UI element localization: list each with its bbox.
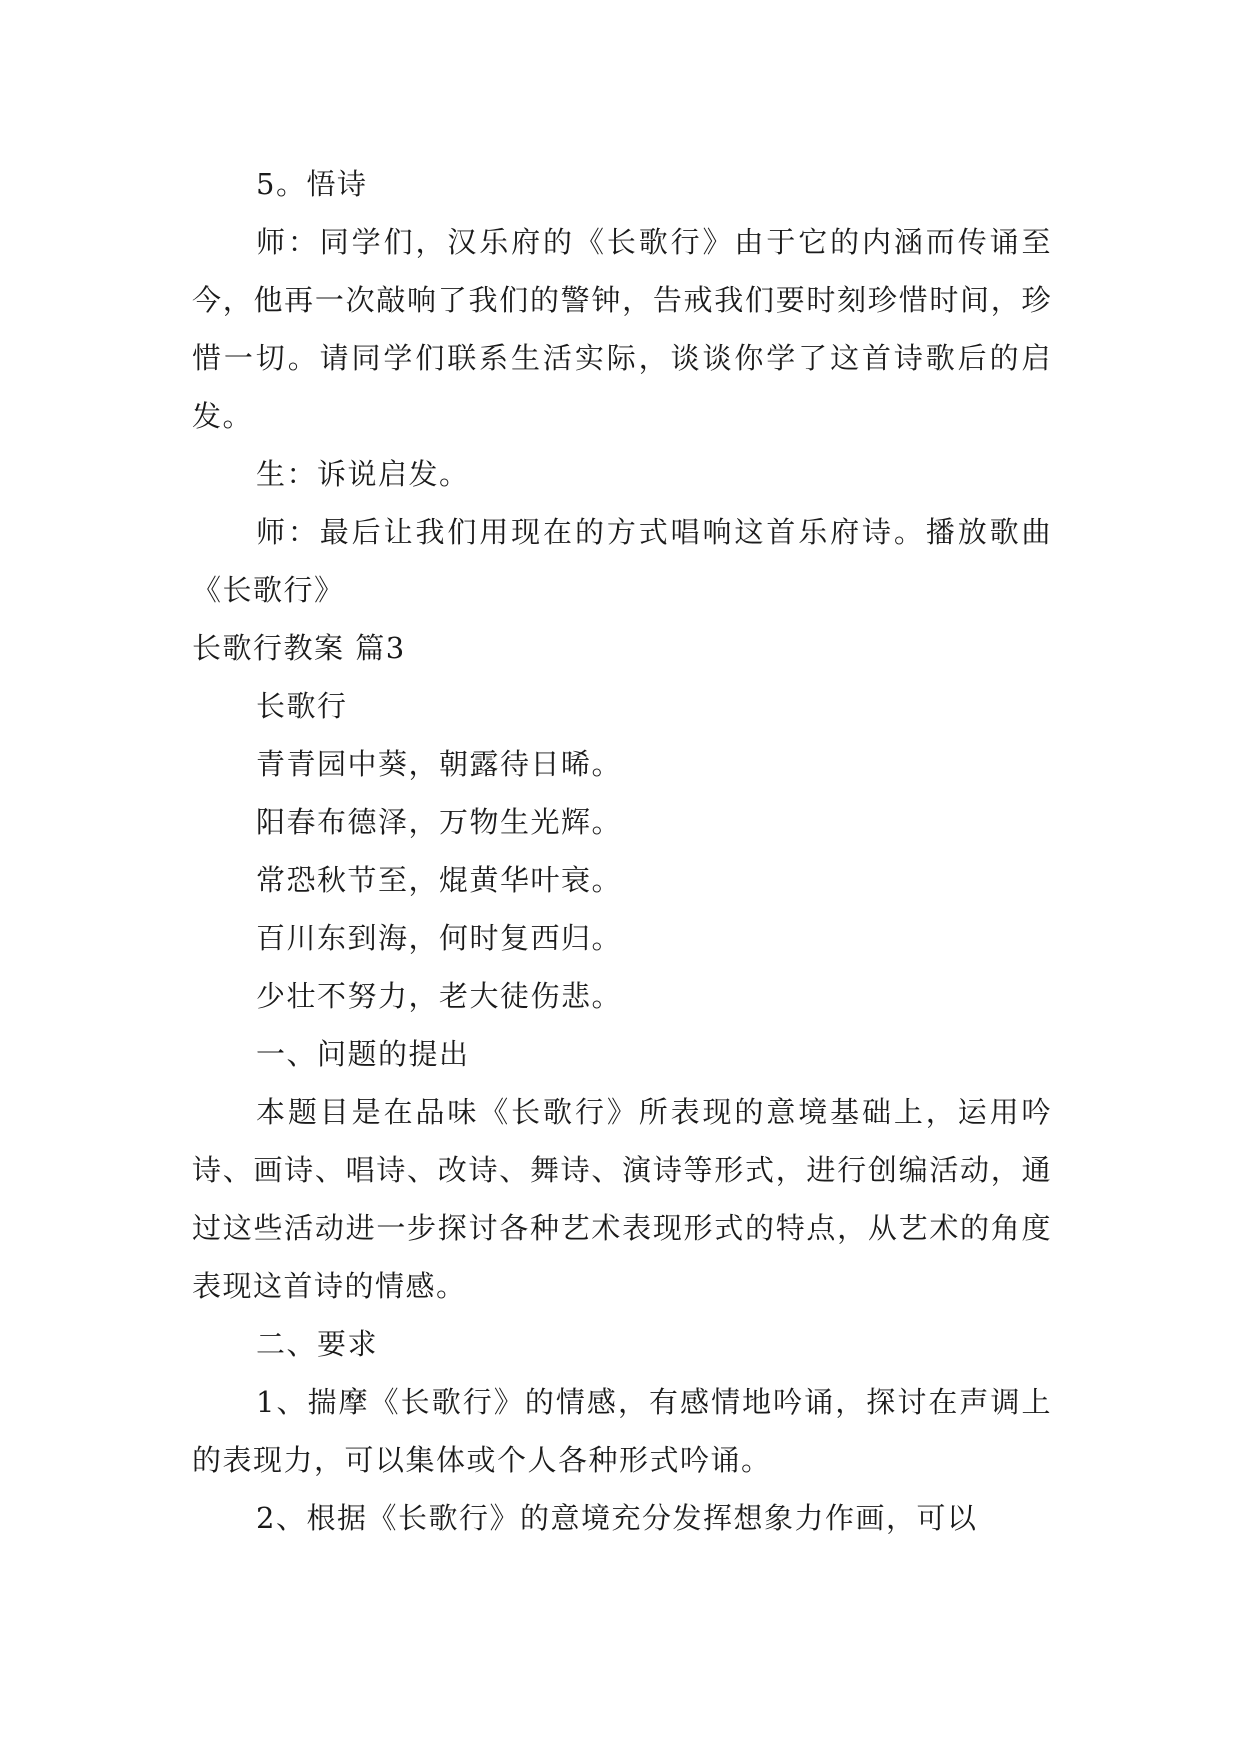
poem-line-3: 常恐秋节至，焜黄华叶衰。 — [256, 863, 623, 897]
poem-line-5: 少壮不努力，老大徒伤悲。 — [256, 979, 623, 1013]
section-heading-requirements: 二、要求 — [256, 1327, 379, 1361]
document-body — [192, 155, 1052, 1547]
poem-line-2: 阳春布德泽，万物生光辉。 — [256, 805, 623, 839]
requirement-1: 1、揣摩《长歌行》的情感，有感情地吟诵，探讨在声调上的表现力，可以集体或个人各种形式吟诵。 — [192, 1385, 1052, 1477]
section-heading-problem: 一、问题的提出 — [256, 1037, 470, 1071]
poem-line-4: 百川东到海，何时复西归。 — [256, 921, 623, 955]
problem-paragraph: 本题目是在品味《长歌行》所表现的意境基础上，运用吟诗、画诗、唱诗、改诗、舞诗、演诗等形式，进行创编活动，通过这些活动进一步探讨各种艺术表现形式的特点，从艺术的角度表现这首诗的情感。 — [192, 1095, 1052, 1303]
teacher-paragraph-1: 师：同学们，汉乐府的《长歌行》由于它的内涵而传诵至今，他再一次敲响了我们的警钟，告戒我们要时刻珍惜时间，珍惜一切。请同学们联系生活实际，谈谈你学了这首诗歌后的启发。 — [192, 225, 1052, 433]
poem-line-1: 青青园中葵，朝露待日晞。 — [256, 747, 623, 781]
poem-title: 长歌行 — [256, 689, 348, 723]
requirement-2: 2、根据《长歌行》的意境充分发挥想象力作画，可以 — [256, 1501, 978, 1535]
section-heading-wu-shi: 5。悟诗 — [256, 167, 368, 201]
student-paragraph: 生：诉说启发。 — [256, 457, 470, 491]
lesson-plan-title: 长歌行教案 篇3 — [192, 631, 406, 665]
teacher-paragraph-2: 师：最后让我们用现在的方式唱响这首乐府诗。播放歌曲《长歌行》 — [192, 515, 1052, 607]
